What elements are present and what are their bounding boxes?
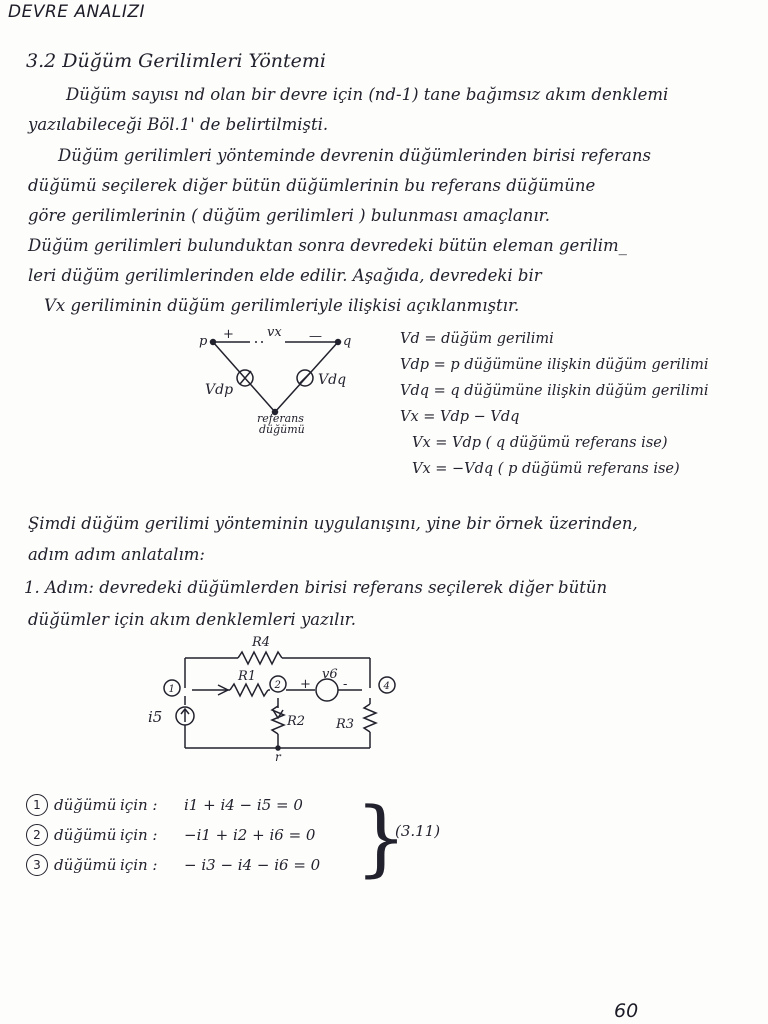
text-line: leri düğüm gerilimlerinden elde edilir. Aşağıda, devredeki bir <box>28 266 542 285</box>
circuit-diagram <box>140 628 410 768</box>
text-line: adım adım anlatalım: <box>28 545 205 564</box>
equation-label: için : <box>120 856 158 874</box>
definitions-list <box>400 326 709 482</box>
equation-text: i1 + i4 − i5 = 0 <box>184 796 303 814</box>
text-line: göre gerilimlerinin ( düğüm gerilimleri ) bulunması amaçlanır. <box>28 206 550 225</box>
v6-label: v6 <box>322 667 338 682</box>
minus-sign: - <box>343 677 348 692</box>
equation-row <box>26 820 320 850</box>
reference-node-label: r <box>275 750 281 764</box>
r4-label: R4 <box>252 635 271 650</box>
r3-label: R3 <box>336 717 355 732</box>
paragraph-intro: Düğüm sayısı nd olan bir devre için (nd-1) tane bağımsız akım denklemi yazılabileceği Böl.1' de belirtilmişti. <box>28 85 669 134</box>
node-number-badge: 2 <box>26 824 48 846</box>
node-number-badge: 3 <box>26 854 48 876</box>
equation-text: − i3 − i4 − i6 = 0 <box>184 856 321 874</box>
text-line: Düğüm gerilimleri bulunduktan sonra devredeki bütün eleman gerilim_ <box>28 236 627 255</box>
text-line: Şimdi düğüm gerilimi yönteminin uygulanışını, yine bir örnek üzerinden, <box>28 514 638 533</box>
node-4-label: 4 <box>383 681 390 692</box>
text-line: Vx geriliminin düğüm gerilimleriyle ilişkisi açıklanmıştır. <box>44 296 520 315</box>
plus-sign: + <box>300 677 311 692</box>
node-q-label: q <box>343 334 352 349</box>
minus-sign: — <box>309 329 322 344</box>
step-heading: 1. Adım: devredeki düğümlerden birisi referans seçilerek diğer bütün <box>24 578 608 597</box>
definition-line: Vx = −Vdq ( p düğümü referans ise) <box>412 461 680 477</box>
node-2-label: 2 <box>274 680 281 691</box>
node-voltage-diagram <box>195 322 370 442</box>
vx-label: vx <box>267 325 282 340</box>
equation-label: düğümü <box>54 856 117 874</box>
r2-label: R2 <box>287 714 306 729</box>
r1-label: R1 <box>238 669 257 684</box>
text-line: düğümler için akım denklemleri yazılır. <box>28 610 356 629</box>
reference-label: referans <box>257 412 304 425</box>
equation-label: için : <box>120 796 158 814</box>
definition-line: Vx = Vdp ( q düğümü referans ise) <box>412 435 668 451</box>
page-number: 60 <box>614 1000 639 1022</box>
definition-line: Vdq = q düğümüne ilişkin düğüm gerilimi <box>400 383 709 399</box>
node-1-label: 1 <box>168 684 175 695</box>
text-line: düğümü seçilerek diğer bütün düğümlerinin bu referans düğümüne <box>28 176 596 195</box>
equation-brace: } <box>355 791 408 886</box>
plus-sign: + <box>223 327 234 342</box>
equation-row <box>26 790 320 820</box>
node-number-badge: 1 <box>26 794 48 816</box>
equation-label: için : <box>120 826 158 844</box>
i5-label: i5 <box>148 708 163 726</box>
equation-text: −i1 + i2 + i6 = 0 <box>184 826 316 844</box>
definition-line: Vdp = p düğümüne ilişkin düğüm gerilimi <box>400 357 709 373</box>
equation-label: düğümü <box>54 796 117 814</box>
running-header: DEVRE ANALIZI <box>8 2 146 22</box>
equation-number: (3.11) <box>395 822 441 840</box>
definition-line: Vd = düğüm gerilimi <box>400 331 554 347</box>
definition-line: Vx = Vdp − Vdq <box>400 409 520 425</box>
node-equations <box>26 790 320 880</box>
vdp-label: Vdp <box>205 382 234 398</box>
text-line: Düğüm gerilimleri yönteminde devrenin düğümlerinden birisi referans <box>58 146 651 165</box>
vdq-label: Vdq <box>318 372 347 388</box>
equation-label: düğümü <box>54 826 117 844</box>
node-p-label: p <box>199 334 208 349</box>
section-title: 3.2 Düğüm Gerilimleri Yöntemi <box>26 50 326 72</box>
equation-row <box>26 850 320 880</box>
reference-label: düğümü <box>259 423 305 436</box>
